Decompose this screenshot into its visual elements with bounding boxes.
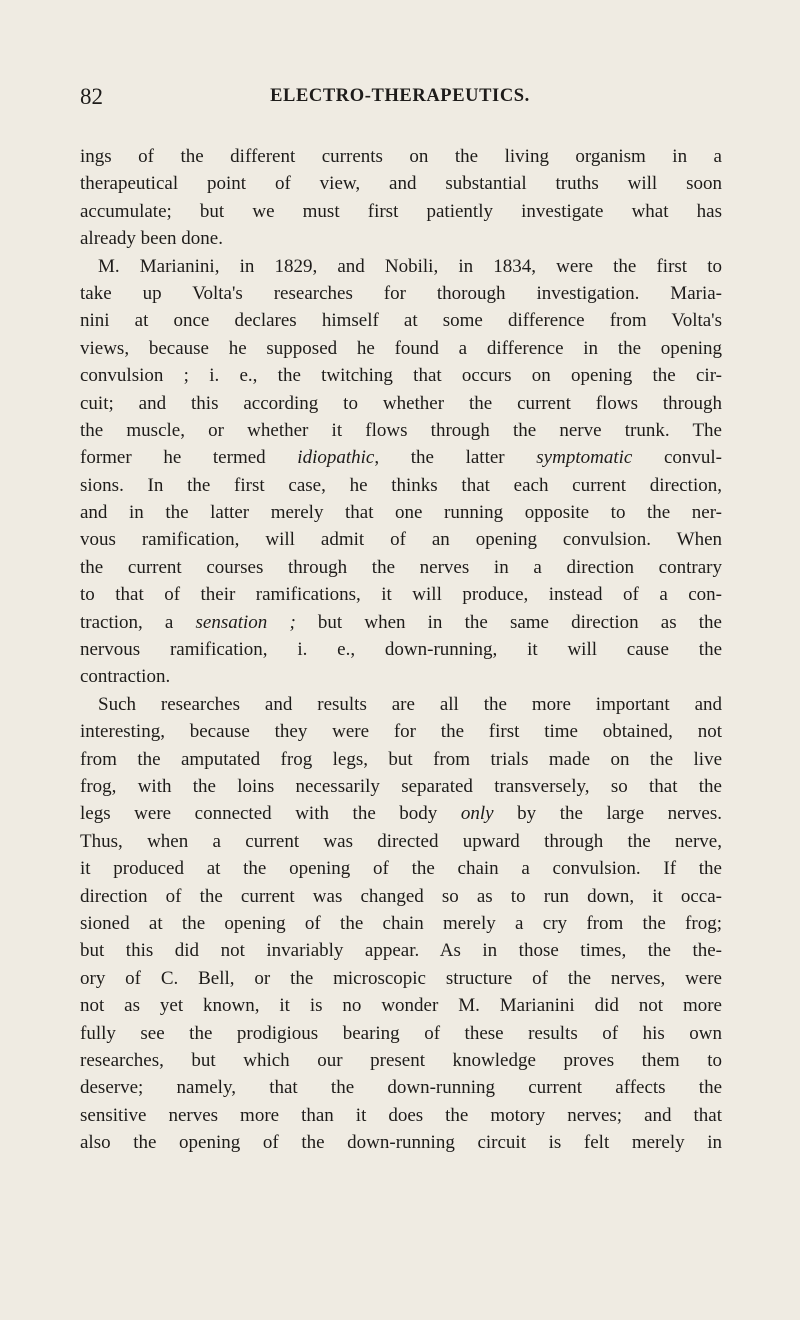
text-line bbox=[80, 198, 722, 225]
text-line bbox=[80, 253, 722, 280]
text-segment: former he termed bbox=[80, 447, 298, 469]
text-line bbox=[80, 472, 722, 499]
text-segment: legs were connected with the body bbox=[80, 803, 461, 825]
text-line bbox=[80, 1129, 722, 1156]
text-segment: frog, with the loins necessarily separated transversely, so that the bbox=[80, 775, 722, 797]
text-line bbox=[80, 444, 722, 471]
text-segment: ory of C. Bell, or the microscopic structure of the nerves, were bbox=[80, 967, 722, 989]
text-segment: nervous ramification, i. e., down-running, it will cause the bbox=[80, 639, 722, 661]
running-header bbox=[0, 84, 800, 112]
text-segment: but when in the same direction as the bbox=[295, 611, 722, 633]
text-segment: , the latter bbox=[374, 447, 537, 469]
text-segment: views, because he supposed he found a difference in the opening bbox=[80, 337, 722, 359]
text-segment: sioned at the opening of the chain merely a cry from the frog; bbox=[80, 912, 722, 934]
running-title: ELECTRO-THERAPEUTICS. bbox=[270, 86, 530, 106]
text-line bbox=[80, 855, 722, 882]
text-line bbox=[80, 499, 722, 526]
text-line bbox=[80, 636, 722, 663]
text-line bbox=[80, 170, 722, 197]
text-line bbox=[80, 307, 722, 334]
text-segment: traction, a bbox=[80, 611, 196, 633]
italic-text: idiopathic bbox=[297, 447, 375, 469]
text-segment: sions. In the first case, he thinks that each current direction, bbox=[80, 474, 722, 496]
text-line bbox=[80, 691, 722, 718]
text-segment: contraction. bbox=[80, 666, 171, 688]
text-segment: therapeutical point of view, and substantial truths will soon bbox=[80, 173, 722, 195]
text-segment: researches, but which our present knowledge proves them to bbox=[80, 1049, 722, 1071]
text-segment: Such researches and results are all the more important and bbox=[98, 693, 722, 715]
text-line bbox=[80, 773, 722, 800]
text-segment: Thus, when a current was directed upward through the nerve, bbox=[80, 830, 722, 852]
text-line bbox=[80, 280, 722, 307]
text-line bbox=[80, 1020, 722, 1047]
text-line bbox=[80, 609, 722, 636]
italic-text: sensation ; bbox=[195, 611, 296, 633]
text-segment: convul- bbox=[632, 447, 722, 469]
text-line bbox=[80, 992, 722, 1019]
page-number: 82 bbox=[80, 84, 103, 109]
text-segment: to that of their ramifications, it will produce, instead of a con- bbox=[80, 584, 722, 606]
text-line bbox=[80, 581, 722, 608]
text-segment: interesting, because they were for the first time obtained, not bbox=[80, 721, 722, 743]
body-text bbox=[80, 143, 722, 1156]
text-segment: sensitive nerves more than it does the motory nerves; and that bbox=[80, 1104, 722, 1126]
text-line bbox=[80, 1074, 722, 1101]
text-line bbox=[80, 937, 722, 964]
text-line bbox=[80, 965, 722, 992]
text-segment: ings of the different currents on the living organism in a bbox=[80, 146, 722, 167]
text-segment: vous ramification, will admit of an opening convulsion. When bbox=[80, 529, 722, 551]
text-line bbox=[80, 362, 722, 389]
text-segment: direction of the current was changed so as to run down, it occa- bbox=[80, 885, 722, 907]
text-segment: the current courses through the nerves in a direction contrary bbox=[80, 556, 722, 578]
text-segment: it produced at the opening of the chain a convulsion. If the bbox=[80, 858, 722, 880]
text-line bbox=[80, 828, 722, 855]
text-line bbox=[80, 1047, 722, 1074]
text-segment: convulsion ; i. e., the twitching that occurs on opening the cir- bbox=[80, 365, 722, 387]
text-segment: not as yet known, it is no wonder M. Marianini did not more bbox=[80, 995, 722, 1017]
text-segment: deserve; namely, that the down-running current affects the bbox=[80, 1077, 722, 1099]
text-segment: accumulate; but we must first patiently investigate what has bbox=[80, 200, 722, 222]
text-line bbox=[80, 526, 722, 553]
text-line bbox=[80, 390, 722, 417]
text-segment: fully see the prodigious bearing of these results of his own bbox=[80, 1022, 722, 1044]
text-line bbox=[80, 718, 722, 745]
italic-text: only bbox=[460, 803, 494, 825]
text-line bbox=[80, 746, 722, 773]
text-segment: take up Volta's researches for thorough investigation. Maria- bbox=[80, 282, 722, 304]
italic-text: symptomatic bbox=[536, 447, 633, 469]
text-line bbox=[80, 225, 722, 252]
text-segment: the muscle, or whether it flows through the nerve trunk. The bbox=[80, 419, 722, 441]
text-segment: from the amputated frog legs, but from trials made on the live bbox=[80, 748, 722, 770]
text-line bbox=[80, 800, 722, 827]
text-segment: M. Marianini, in 1829, and Nobili, in 1834, were the first to bbox=[98, 255, 722, 277]
text-segment: nini at once declares himself at some difference from Volta's bbox=[80, 310, 722, 332]
text-line bbox=[80, 910, 722, 937]
text-line bbox=[80, 417, 722, 444]
text-line bbox=[80, 1102, 722, 1129]
text-segment: by the large nerves. bbox=[493, 803, 722, 825]
text-segment: cuit; and this according to whether the current flows through bbox=[80, 392, 722, 414]
text-line bbox=[80, 883, 722, 910]
text-segment: already been done. bbox=[80, 228, 223, 250]
text-line bbox=[80, 663, 722, 690]
text-line bbox=[80, 143, 722, 170]
text-line bbox=[80, 335, 722, 362]
text-line bbox=[80, 554, 722, 581]
text-segment: and in the latter merely that one running opposite to the ner- bbox=[80, 502, 722, 524]
text-segment: but this did not invariably appear. As in those times, the the- bbox=[80, 940, 722, 962]
text-segment: also the opening of the down-running circuit is felt merely in bbox=[80, 1132, 722, 1154]
